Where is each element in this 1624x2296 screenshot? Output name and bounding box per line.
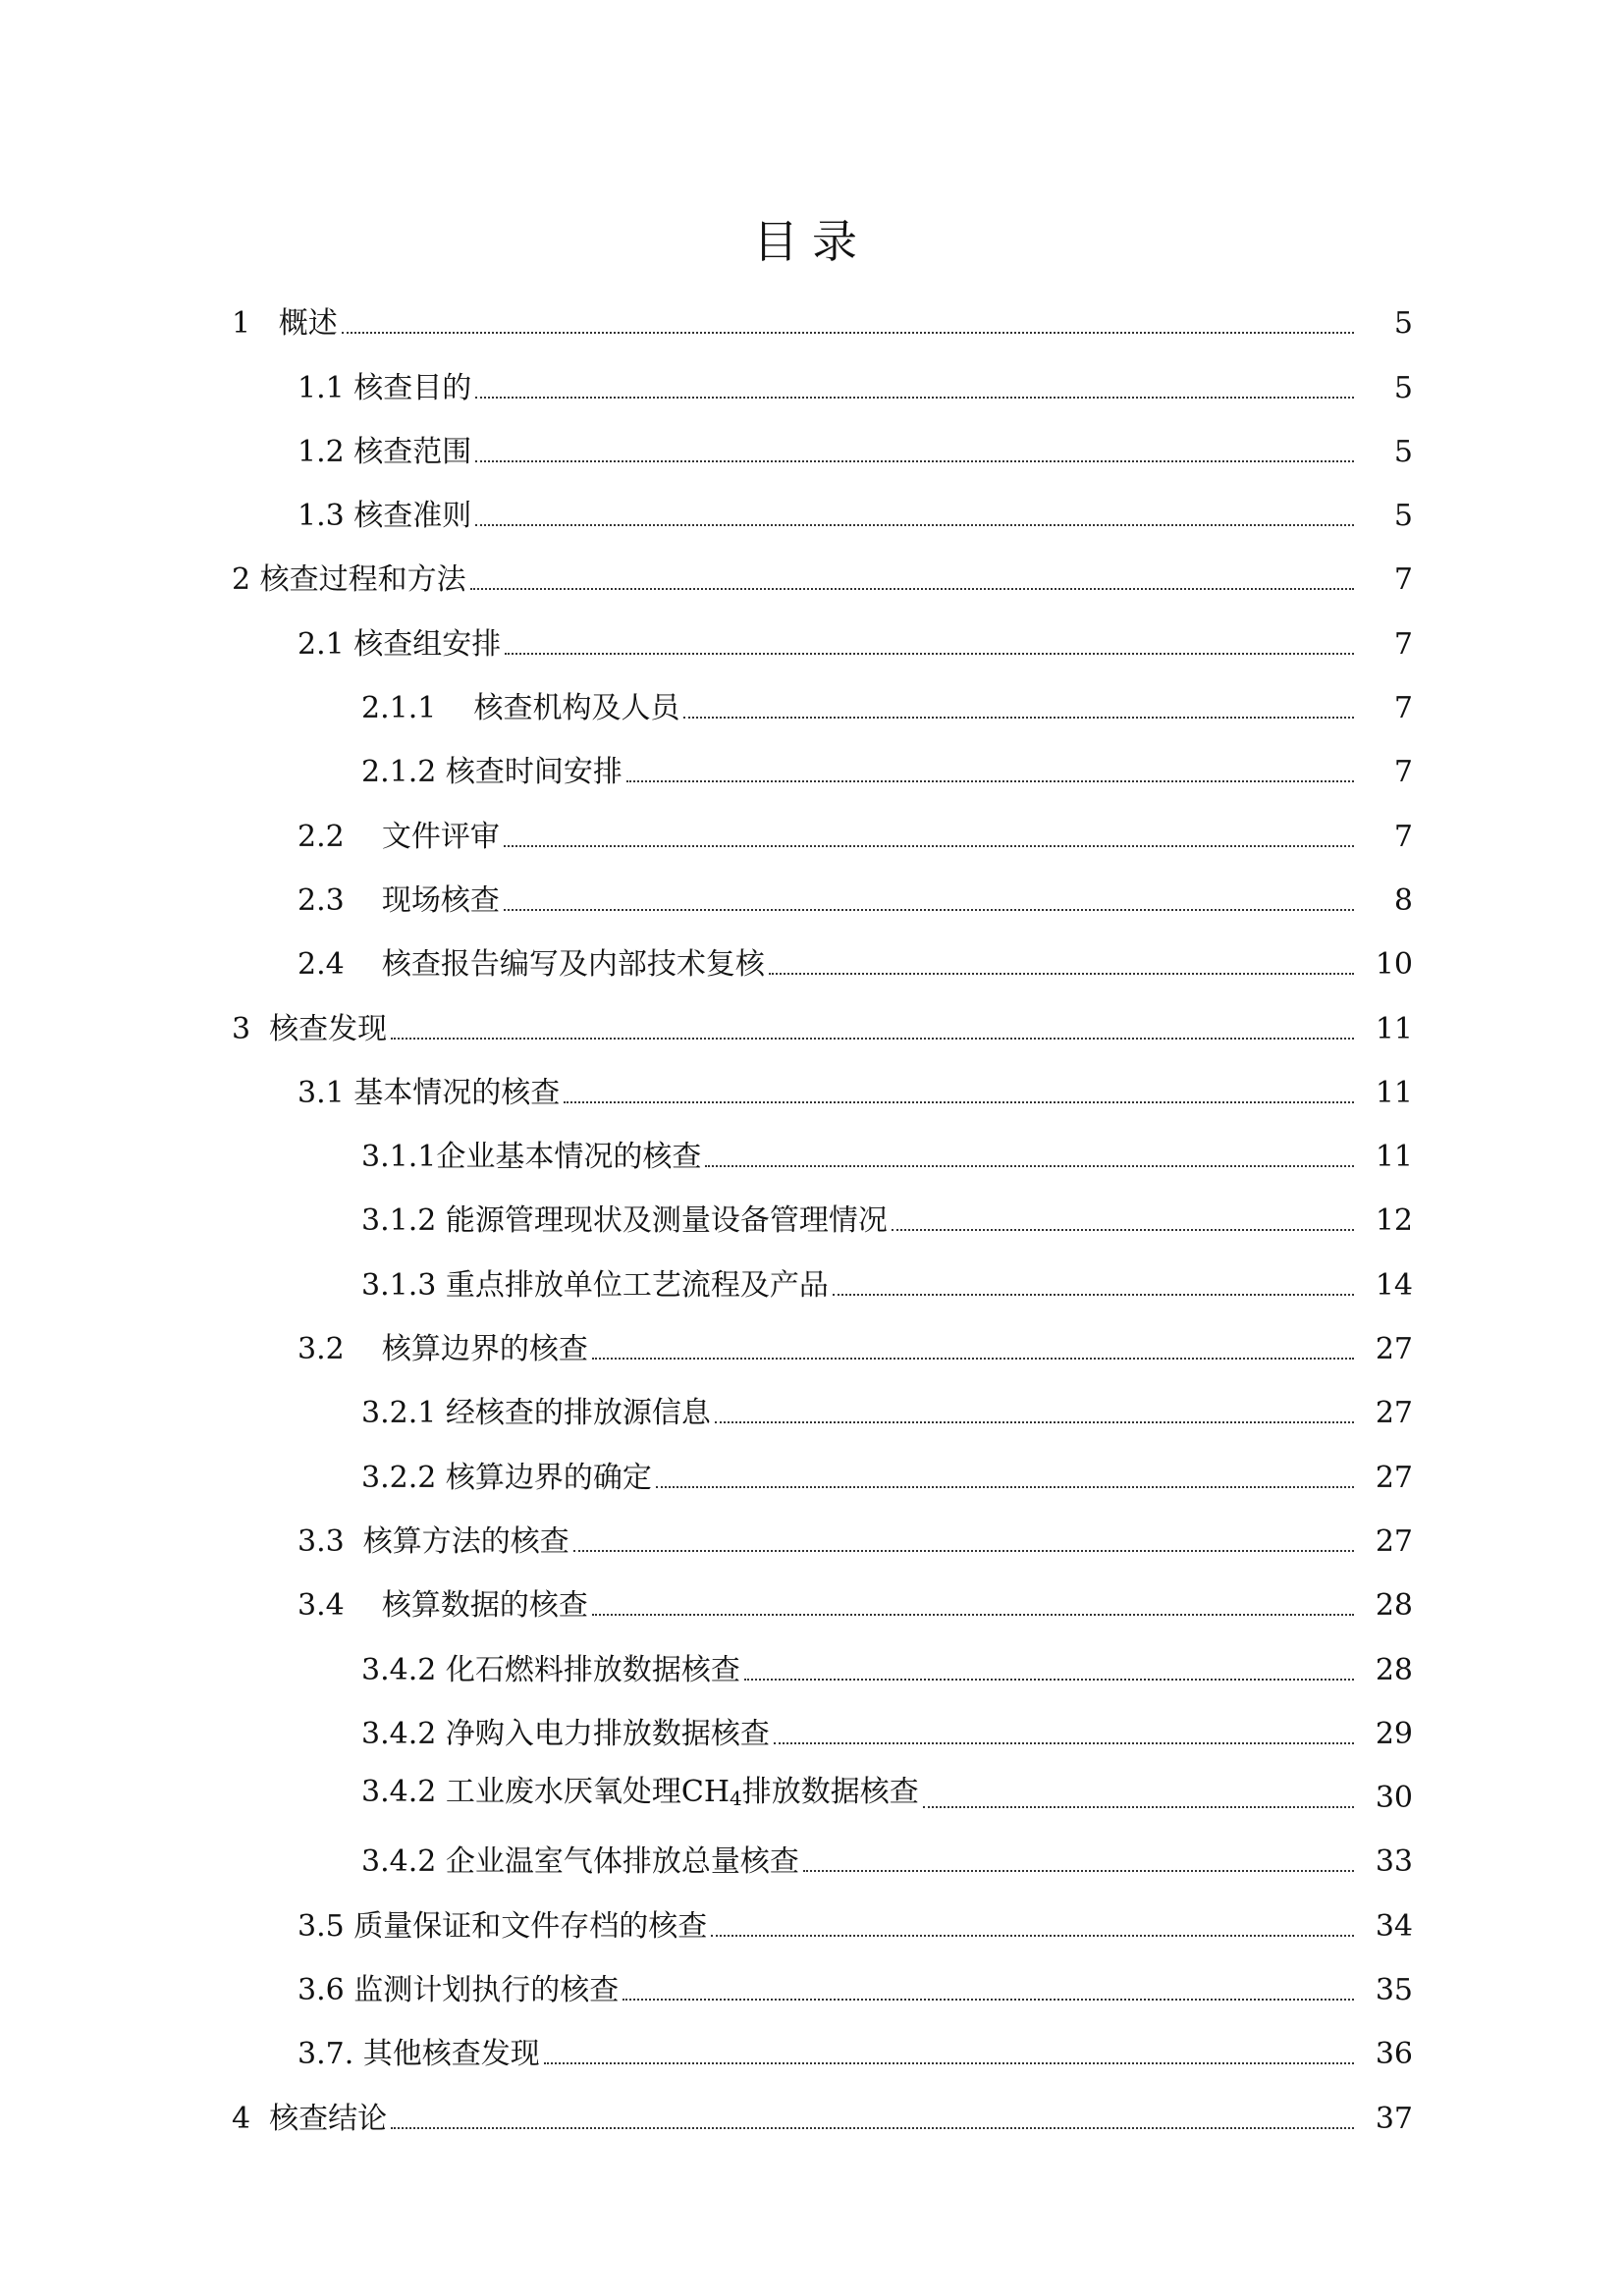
toc-entry[interactable]: [0, 1881, 1624, 1945]
toc-entry[interactable]: [0, 2009, 1624, 2073]
toc-entry[interactable]: [0, 727, 1624, 791]
toc-entry[interactable]: [0, 1048, 1624, 1112]
toc-entry-label: 3.4.2 净购入电力排放数据核查: [361, 1716, 770, 1751]
toc-entry[interactable]: [0, 1497, 1624, 1561]
dot-leader: [504, 908, 1354, 911]
toc-entry-page: 27: [1375, 1332, 1413, 1367]
toc-entry-page: 27: [1375, 1460, 1413, 1495]
dot-leader: [769, 972, 1354, 975]
toc-entry-label: 2 核查过程和方法: [232, 562, 466, 598]
toc-entry-label: [361, 1774, 919, 1817]
toc-entry-page: 7: [1393, 626, 1413, 662]
toc-entry-page: 28: [1375, 1588, 1413, 1624]
toc-entry-label: 3.2.1 经核查的排放源信息: [361, 1396, 711, 1431]
toc-entry[interactable]: [0, 920, 1624, 984]
toc-title: 目录: [753, 215, 871, 268]
dot-leader: [923, 1805, 1354, 1808]
dot-leader: [683, 716, 1354, 719]
toc-entry-label: 3.4.2 企业温室气体排放总量核查: [361, 1844, 799, 1880]
toc-entry[interactable]: [0, 1112, 1624, 1176]
toc-entry[interactable]: [0, 535, 1624, 599]
toc-entry-page: 35: [1375, 1973, 1413, 2008]
toc-entry-page: 5: [1393, 370, 1413, 405]
subscript-text: 4: [730, 1787, 742, 1811]
toc-entry-label: 1.3 核查准则: [298, 499, 472, 534]
toc-entry-page: 8: [1393, 882, 1413, 918]
toc-entry-label: 2.3 现场核查: [298, 882, 500, 918]
toc-entry[interactable]: [0, 984, 1624, 1047]
toc-entry-label: 4 核查结论: [232, 2101, 388, 2136]
toc-entry-page: 37: [1375, 2101, 1413, 2136]
toc-entry[interactable]: [0, 1753, 1624, 1817]
toc-entry-page: 34: [1375, 1908, 1413, 1944]
toc-entry[interactable]: [0, 1176, 1624, 1240]
dot-leader: [592, 1357, 1354, 1360]
toc-entry-label: 3.7. 其他核查发现: [298, 2037, 540, 2072]
dot-leader: [711, 1934, 1354, 1937]
dot-leader: [475, 396, 1354, 399]
toc-entry-page: 27: [1375, 1523, 1413, 1559]
dot-leader: [504, 844, 1354, 847]
toc-entry-label: 3.1.1企业基本情况的核查: [361, 1140, 702, 1175]
dot-leader: [892, 1228, 1354, 1231]
toc-entry-label: 3.2.2 核算边界的确定: [361, 1460, 652, 1495]
toc-entry[interactable]: [0, 279, 1624, 343]
toc-entry[interactable]: [0, 1305, 1624, 1368]
toc-entry-label-text: 排放数据核查: [741, 1775, 919, 1810]
toc-entry-label: 3.4.2 化石燃料排放数据核查: [361, 1652, 740, 1687]
toc-entry-page: 7: [1393, 819, 1413, 854]
dot-leader: [592, 1613, 1354, 1616]
toc-entry[interactable]: [0, 856, 1624, 920]
toc-entry-label: 3.6 监测计划执行的核查: [298, 1973, 620, 2008]
toc-entry-label: 3.1.2 能源管理现状及测量设备管理情况: [361, 1203, 888, 1239]
toc-entry-page: 11: [1375, 1140, 1413, 1175]
dot-leader: [470, 587, 1354, 590]
toc-entry[interactable]: [0, 1946, 1624, 2009]
dot-leader: [391, 1037, 1354, 1040]
toc-entry-label: 2.1.2 核查时间安排: [361, 755, 623, 790]
toc-entry[interactable]: [0, 1368, 1624, 1432]
toc-entry-page: 11: [1375, 1075, 1413, 1110]
toc-entry[interactable]: [0, 791, 1624, 855]
dot-leader: [505, 652, 1354, 655]
toc-entry-page: 5: [1393, 306, 1413, 342]
dot-leader: [564, 1100, 1354, 1103]
toc-entry-page: 28: [1375, 1652, 1413, 1687]
toc-entry[interactable]: [0, 1240, 1624, 1304]
dot-leader: [544, 2061, 1354, 2064]
toc-entry[interactable]: [0, 1817, 1624, 1881]
toc-entry-label: 2.1 核查组安排: [298, 626, 502, 662]
toc-entry-label: 2.1.1 核查机构及人员: [361, 691, 680, 726]
dot-leader: [573, 1549, 1354, 1552]
toc-entry-label: 1.2 核查范围: [298, 434, 472, 469]
toc-entry-label: 3.1.3 重点排放单位工艺流程及产品: [361, 1267, 829, 1303]
dot-leader: [342, 331, 1354, 334]
toc-entry[interactable]: [0, 664, 1624, 727]
toc-entry-page: 5: [1393, 434, 1413, 469]
toc-entry-page: 7: [1393, 691, 1413, 726]
toc-entry-label-text: 3.4.2 工业废水厌氧处理CH: [361, 1775, 730, 1810]
dot-leader: [744, 1678, 1354, 1681]
toc-entry[interactable]: [0, 1561, 1624, 1625]
toc-entry-page: 10: [1375, 947, 1413, 983]
dot-leader: [626, 779, 1354, 782]
toc-entry[interactable]: [0, 343, 1624, 406]
toc-entry[interactable]: [0, 1432, 1624, 1496]
toc-entry-page: 27: [1375, 1396, 1413, 1431]
dot-leader: [475, 523, 1354, 526]
toc-entry[interactable]: [0, 1689, 1624, 1753]
toc-entry-label: 2.2 文件评审: [298, 819, 500, 854]
toc-entry-label: 3.5 质量保证和文件存档的核查: [298, 1908, 708, 1944]
toc-entry-label: 1.1 核查目的: [298, 370, 472, 405]
toc-entry[interactable]: [0, 599, 1624, 663]
toc-entry-page: 29: [1375, 1716, 1413, 1751]
toc-entry-page: 12: [1375, 1203, 1413, 1239]
dot-leader: [774, 1741, 1354, 1744]
dot-leader: [803, 1869, 1354, 1872]
dot-leader: [715, 1420, 1354, 1423]
toc-entry-page: 14: [1375, 1267, 1413, 1303]
toc-entry[interactable]: [0, 471, 1624, 535]
toc-list: [0, 279, 1624, 2138]
toc-entry-page: 7: [1393, 755, 1413, 790]
toc-entry-page: 7: [1393, 562, 1413, 598]
toc-entry[interactable]: [0, 1625, 1624, 1688]
dot-leader: [705, 1164, 1354, 1167]
toc-entry-label: 3 核查发现: [232, 1011, 388, 1046]
toc-entry-label: 1 概述: [232, 306, 338, 342]
toc-entry-label: 3.2 核算边界的核查: [298, 1332, 588, 1367]
toc-entry[interactable]: [0, 2073, 1624, 2137]
toc-entry-page: 33: [1375, 1844, 1413, 1880]
toc-entry-page: 5: [1393, 499, 1413, 534]
toc-entry-label: 3.3 核算方法的核查: [298, 1523, 569, 1559]
dot-leader: [833, 1293, 1354, 1296]
dot-leader: [656, 1485, 1354, 1488]
toc-entry-page: 11: [1375, 1011, 1413, 1046]
toc-entry-label: 3.4 核算数据的核查: [298, 1588, 588, 1624]
toc-entry-page: 30: [1375, 1781, 1413, 1816]
dot-leader: [391, 2126, 1354, 2129]
toc-entry-label: 2.4 核查报告编写及内部技术复核: [298, 947, 765, 983]
toc-entry[interactable]: [0, 407, 1624, 471]
toc-entry-label: 3.1 基本情况的核查: [298, 1075, 561, 1110]
dot-leader: [475, 459, 1354, 462]
dot-leader: [623, 1998, 1354, 2001]
toc-entry-page: 36: [1375, 2037, 1413, 2072]
